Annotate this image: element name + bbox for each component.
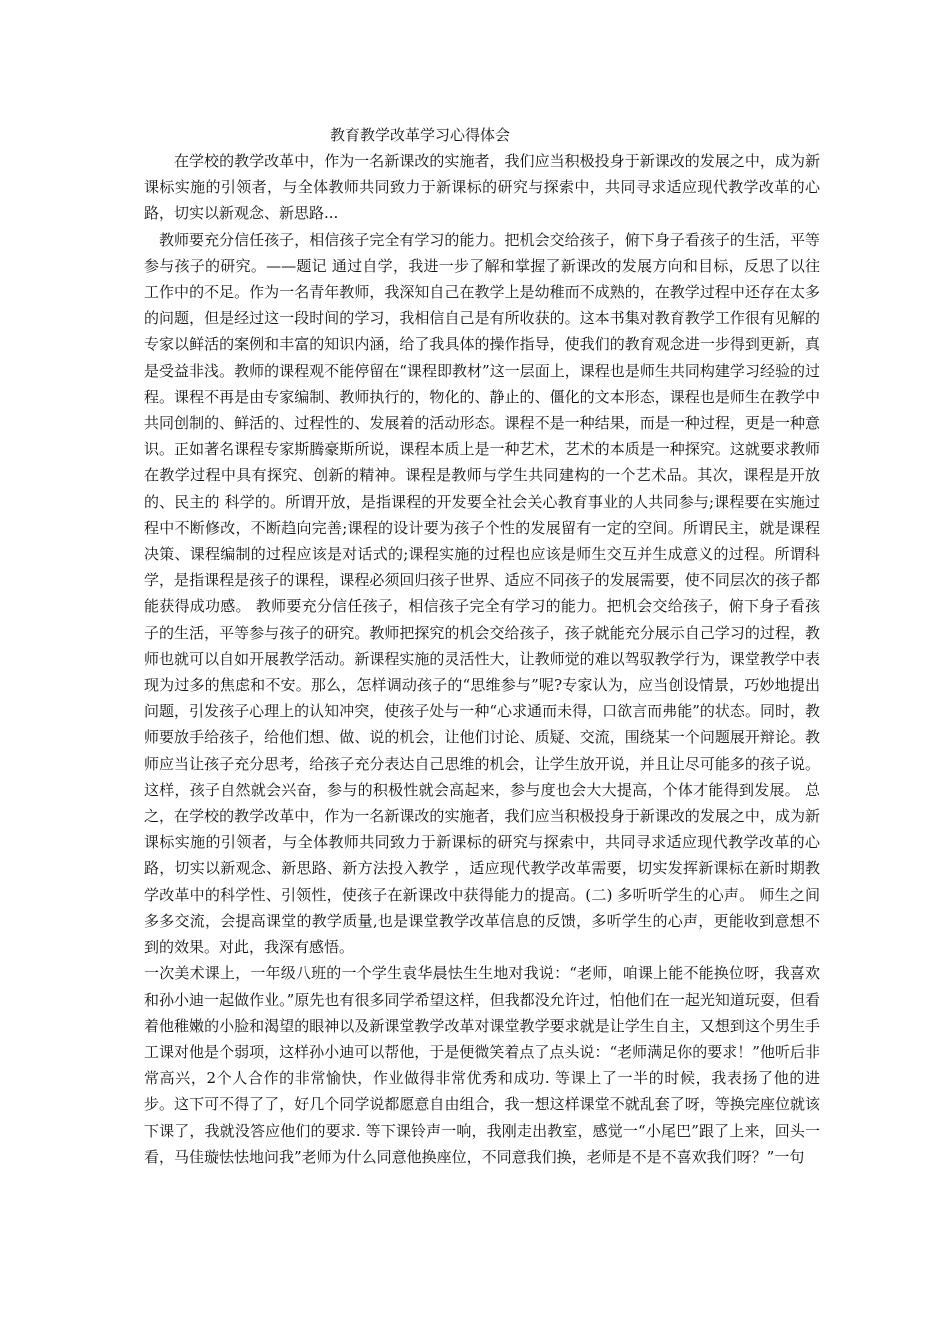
document-body (144, 148, 820, 1170)
paragraph-2: 教师要充分信任孩子，相信孩子完全有学习的能力。把机会交给孩子，俯下身子看孩子的生活，平等参与孩子的研究。——题记 通过自学，我进一步了解和掌握了新课改的发展方向和目标，反思了以往工作中的不足。作为一名青年教师，我深知自己在教学上是幼稚而不成熟的，在教学过程中还存在太多的问题，但是经过这一段时间的学习，我相信自己是有所收获的。这本书集对教育教学工作很有见解的专家以鲜活的案例和丰富的知识内涵，给了我具体的操作指导，使我们的教育观念进一步得到更新，真是受益非浅。教师的课程观不能停留在“课程即教材”这一层面上，课程也是师生共同构建学习经验的过程。课程不再是由专家编制、教师执行的，物化的、静止的、僵化的文本形态，课程也是师生在教学中共同创制的、鲜活的、过程性的、发展着的活动形态。课程不是一种结果，而是一种过程，更是一种意识。正如著名课程专家斯腾豪斯所说，课程本质上是一种艺术，艺术的本质是一种探究。这就要求教师在教学过程中具有探究、创新的精神。课程是教师与学生共同建构的一个艺术品。其次，课程是开放的、民主的 科学的。所谓开放，是指课程的开发要全社会关心教育事业的人共同参与;课程要在实施过程中不断修改，不断趋向完善;课程的设计要为孩子个性的发展留有一定的空间。所谓民主，就是课程决策、课程编制的过程应该是对话式的;课程实施的过程也应该是师生交互并生成意义的过程。所谓科学，是指课程是孩子的课程，课程必须回归孩子世界、适应不同孩子的发展需要，使不同层次的孩子都能获得成功感。 教师要充分信任孩子，相信孩子完全有学习的能力。把机会交给孩子，俯下身子看孩子的生活，平等参与孩子的研究。教师把探究的机会交给孩子，孩子就能充分展示自己学习的过程，教师也就可以自如开展教学活动。新课程实施的灵活性大，让教师觉的难以驾驭教学行为，课堂教学中表现为过多的焦虑和不安。那么，怎样调动孩子的“思维参与”呢?专家认为，应当创设情景，巧妙地提出问题，引发孩子心理上的认知冲突，使孩子处与一种“心求通而未得，口欲言而弗能”的状态。同时，教师要放手给孩子，给他们想、做、说的机会，让他们讨论、质疑、交流，围绕某一个问题展开辩论。教师应当让孩子充分思考，给孩子充分表达自己思维的机会，让学生放开说，并且让尽可能多的孩子说。这样，孩子自然就会兴奋，参与的积极性就会高起来，参与度也会大大提高，个体才能得到发展。 总之，在学校的教学改革中，作为一名新课改的实施者，我们应当积极投身于新课改的发展之中，成为新课标实施的引领者，与全体教师共同致力于新课标的研究与探索中，共同寻求适应现代教学改革的心路，切实以新观念、新思路、新方法投入教学 ，适应现代教学改革需要，切实发挥新课标在新时期教学改革中的科学性、引领性，使孩子在新课改中获得能力的提高。(二) 多听听学生的心声。 师生之间多多交流，会提高课堂的教学质量,也是课堂教学改革信息的反馈，多听学生的心声，更能收到意想不到的效果。对此，我深有感悟。 (144, 230, 820, 957)
paragraph-3: 一次美术课上，一年级八班的一个学生袁华晨怯生生地对我说：“老师，咱课上能不能换位呀，我喜欢和孙小迪一起做作业。”原先也有很多同学希望这样，但我都没允许过，怕他们在一起光知道玩耍，但看着他稚嫩的小脸和渴望的眼神以及新课堂教学改革对课堂教学要求就是让学生自主，又想到这个男生手工课对他是个弱项，这样孙小迪可以帮他，于是便微笑着点了点头说：“老师满足你的要求！”他听后非常高兴，2个人合作的非常愉快，作业做得非常优秀和成功. 等课上了一半的时候，我表扬了他的进步。这下可不得了了，好几个同学说都愿意自由组合，我一想这样课堂不就乱套了呀，等换完座位就该下课了，我就没答应他们的要求. 等下课铃声一响，我刚走出教室，感觉一“小尾巴”跟了上来，回头一看，马佳璇怯怯地问我”老师为什么同意他换座位，不同意我们换，老师是不是不喜欢我们呀？”一句 (144, 964, 820, 1166)
paragraph-1: 在学校的教学改革中，作为一名新课改的实施者，我们应当积极投身于新课改的发展之中，成为新课标实施的引领者，与全体教师共同致力于新课标的研究与探索中，共同寻求适应现代教学改革的心路，切实以新观念、新思路... (144, 152, 820, 223)
document-title: 教育教学改革学习心得体会 (330, 126, 511, 144)
